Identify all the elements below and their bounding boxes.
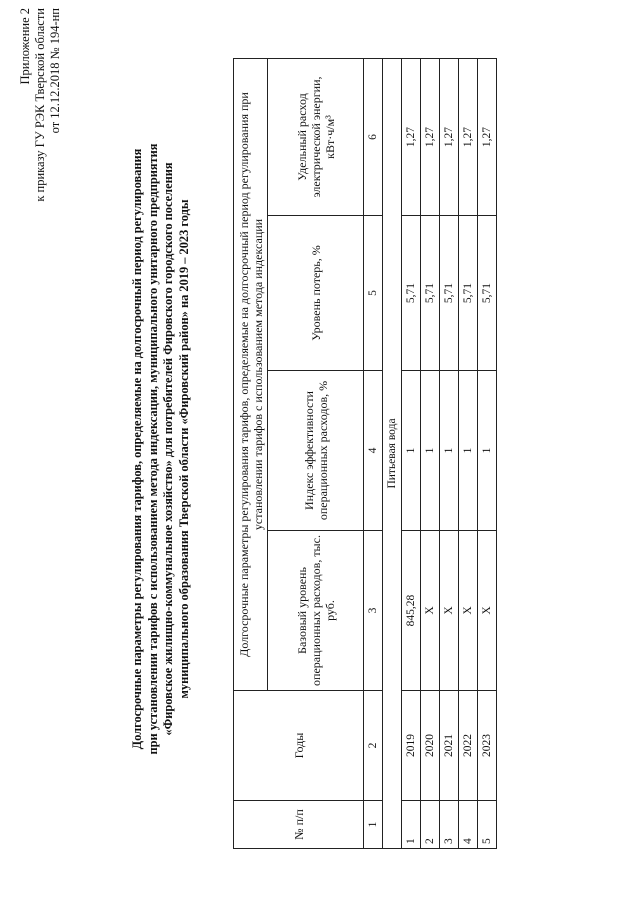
title-line-1: Долгосрочные параметры регулирования тарифов, определяемые на долгосрочный период регулирования	[130, 148, 144, 750]
header-row-1	[234, 58, 268, 848]
table-row	[421, 58, 440, 848]
section-row	[383, 58, 402, 848]
document-title	[130, 34, 192, 864]
row-base: Х	[421, 531, 440, 691]
row-index: 1	[478, 371, 497, 531]
section-label: Питьевая вода	[383, 58, 402, 848]
parameters-table	[233, 58, 497, 849]
row-loss: 5,71	[402, 216, 421, 371]
col-energy-header: Удельный расход электрической энергии, кВт·ч/м³	[268, 58, 364, 215]
row-year: 2019	[402, 691, 421, 801]
column-number: 5	[364, 216, 383, 371]
row-loss: 5,71	[440, 216, 459, 371]
row-number: 1	[402, 801, 421, 849]
row-base: Х	[478, 531, 497, 691]
title-line-2: при установлении тарифов с использованием метода индексации, муниципального унитарного предприятия	[145, 143, 160, 755]
column-number: 1	[364, 801, 383, 849]
column-number: 6	[364, 58, 383, 215]
row-index: 1	[421, 371, 440, 531]
row-year: 2020	[421, 691, 440, 801]
row-number: 5	[478, 801, 497, 849]
row-base: 845,28	[402, 531, 421, 691]
title-line-4: муниципального образования Тверской области «Фировский район» на 2019 – 2023 годы	[176, 199, 191, 699]
appendix-block	[18, 8, 63, 202]
title-line-3: «Фировское жилищно-коммунальное хозяйство» для потребителей Фировского городского поселения	[161, 162, 175, 736]
row-index: 1	[440, 371, 459, 531]
col-loss-header: Уровень потерь, %	[268, 216, 364, 371]
row-loss: 5,71	[478, 216, 497, 371]
row-number: 4	[459, 801, 478, 849]
column-number: 3	[364, 531, 383, 691]
row-number: 3	[440, 801, 459, 849]
table-row	[402, 58, 421, 848]
row-energy: 1,27	[402, 58, 421, 215]
row-base: Х	[459, 531, 478, 691]
row-year: 2023	[478, 691, 497, 801]
row-energy: 1,27	[421, 58, 440, 215]
row-year: 2021	[440, 691, 459, 801]
appendix-line-3: от 12.12.2018 № 194-нп	[48, 8, 62, 134]
row-energy: 1,27	[459, 58, 478, 215]
table-row	[459, 58, 478, 848]
column-number-row	[364, 58, 383, 848]
row-loss: 5,71	[459, 216, 478, 371]
row-energy: 1,27	[478, 58, 497, 215]
appendix-line-1: Приложение 2	[18, 8, 32, 85]
row-loss: 5,71	[421, 216, 440, 371]
table-row	[478, 58, 497, 848]
row-number: 2	[421, 801, 440, 849]
row-base: Х	[440, 531, 459, 691]
col-base-header: Базовый уровень операционных расходов, тыс. руб.	[268, 531, 364, 691]
column-number: 2	[364, 691, 383, 801]
table-row	[440, 58, 459, 848]
column-number: 4	[364, 371, 383, 531]
col-years-header: Годы	[234, 691, 364, 801]
row-energy: 1,27	[440, 58, 459, 215]
row-index: 1	[459, 371, 478, 531]
row-index: 1	[402, 371, 421, 531]
row-year: 2022	[459, 691, 478, 801]
appendix-line-2: к приказу ГУ РЭК Тверской области	[33, 8, 47, 202]
group-header: Долгосрочные параметры регулирования тарифов, определяемые на долгосрочный период регулирования при установлении тарифов с использованием метода индексации	[234, 58, 268, 690]
col-index-header: Индекс эффективности операционных расходов, %	[268, 371, 364, 531]
col-num-header: № п/п	[234, 801, 364, 849]
